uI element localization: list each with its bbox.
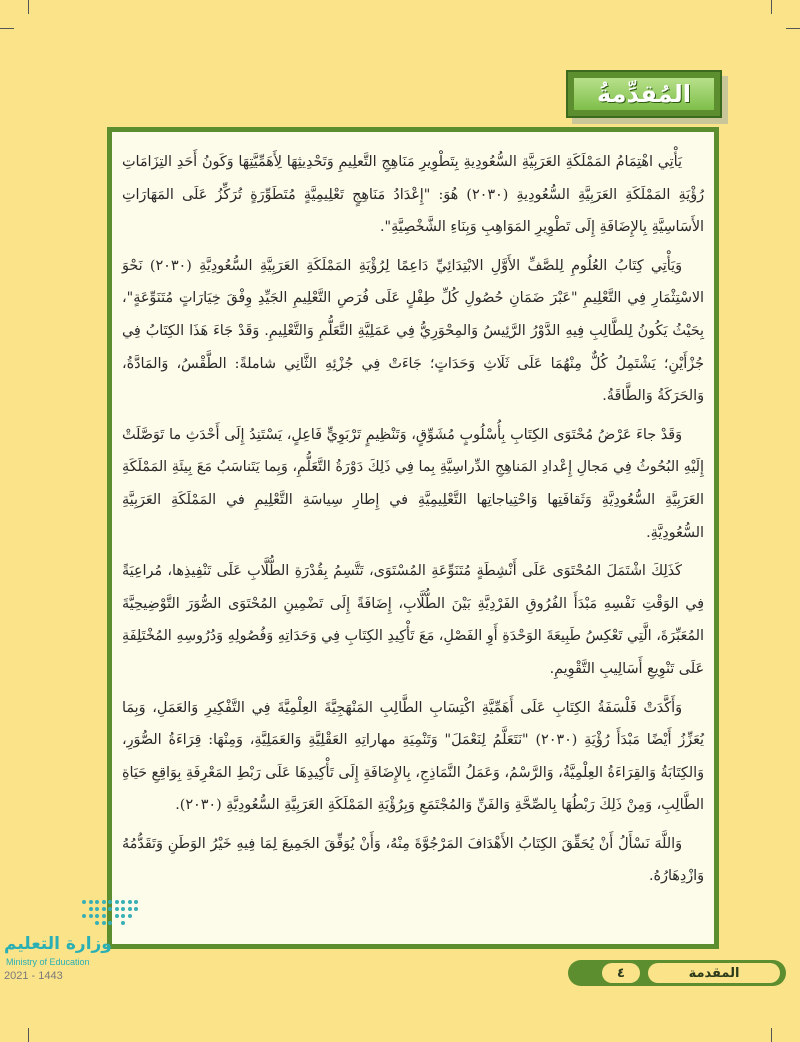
page-title-box xyxy=(566,70,722,118)
edition-year: 2021 - 1443 xyxy=(4,970,63,982)
logo-dot xyxy=(95,914,99,918)
crop-mark xyxy=(28,0,29,14)
logo-dot xyxy=(121,921,125,925)
ministry-name-arabic: وزارة التعليم xyxy=(4,934,112,954)
paragraph: وَقَدْ جاءَ عَرْضُ مُحْتَوَى الكِتَابِ بِأُسْلُوبٍ مُشَوِّقٍ، وَتَنْظِيمٍ تَرْبَوِيٍّ فَاعِلٍ، يَسْتَنِدُ إِلَى أَحْدَثِ ما تَوَصَّلَتْ إِلَيْهِ البُحُوثُ فِي مَجالِ إِعْدادِ المَناهِجِ الدِّراسِيَّةِ بِما فِي ذَلِكَ دَوْرَةُ التَّعَلُّمِ، وَبِما يَتَناسَبُ مَعَ بِيئَةِ المَمْلَكَةِ العَرَبِيَّةِ السُّعُودِيَّةِ وَثَقافَتِها وَاحْتِياجاتِها التَّعْلِيمِيَّةِ في إِطارِ سِياسَةِ التَّعْلِيمِ في المَمْلَكَةِ العَرَبِيَّةِ السُّعُودِيَّةِ. xyxy=(122,426,704,541)
logo-dot xyxy=(115,907,119,911)
logo-dots-icon xyxy=(82,900,142,932)
paragraph: كَذَلِكَ اشْتَمَلَ المُحْتَوَى عَلَى أَنْشِطَةٍ مُتَنَوِّعَةِ المُسْتَوَى، تَتَّسِمُ بِقُدْرَةِ الطُّلَّابِ عَلَى تَنْفِيذِها، مُراعِيَةً فِي الوَقْتِ نَفْسِهِ مَبْدَأَ الفُرُوقِ الفَرْدِيَّةِ بَيْنَ الطُّلَّابِ، إِضَافَةً إِلَى تَضْمِينِ المُحْتَوَى الصُّوَرَ التَّوْضِيحِيَّةَ المُعَبِّرَةَ، الَّتِي تَعْكِسُ طَبِيعَةَ الوَحْدَةِ أَوِ الفَصْلِ، مَعَ تَأْكِيدِ الكِتَابِ فِي وَحَدَاتِهِ وَفُصُولِهِ وَدُرُوسِهِ المُخْتَلِفَةِ عَلَى تَنْوِيعِ أَسَالِيبِ التَّقْوِيمِ. xyxy=(122,563,704,677)
logo-dot xyxy=(82,914,86,918)
paragraph: وَاللَّهَ نَسْأَلُ أَنْ يُحَقِّقَ الكِتَابُ الأَهْدَافَ المَرْجُوَّةَ مِنْهُ، وَأَنْ يُوَفِّقَ الجَمِيعَ لِمَا فِيهِ خَيْرُ الوَطَنِ وَتَقَدُّمُهُ وَازْدِهَارُهُ. xyxy=(122,835,704,885)
logo-dot xyxy=(121,907,125,911)
logo-dot xyxy=(102,907,106,911)
content-frame xyxy=(107,127,719,949)
introduction-body xyxy=(112,132,714,944)
logo-dot xyxy=(102,900,106,904)
logo-dot xyxy=(82,900,86,904)
logo-dot xyxy=(95,921,99,925)
footer-section-label: المقدمة xyxy=(648,963,780,983)
logo-dot xyxy=(89,914,93,918)
logo-dot xyxy=(95,900,99,904)
logo-dot xyxy=(134,907,138,911)
paragraph: وَأَكَّدَتْ فَلْسَفَةُ الكِتَابِ عَلَى أَهَمِّيَّةِ اكْتِسَابِ الطَّالِبِ المَنْهَجِيَّةَ العِلْمِيَّةَ فِي التَّفْكِيرِ وَالعَمَلِ، وَبِمَا يُعَزِّزُ أَيْضًا مَبْدَأَ رُؤْيَةِ (٢٠٣٠) "نَتَعَلَّمُ لِنَعْمَلَ" وَتَنْمِيَةِ مهاراتِهِ العَقْلِيَّةِ وَالعَمَلِيَّةِ، وَمِنْهَا: قِرَاءَةُ الصُّوَرِ، وَالكِتَابَةُ وَالقِرَاءَةُ العِلْمِيَّةُ، وَالرَّسْمُ، وَعَمَلُ النَّمَاذِجِ، بِالإِضَافَةِ إِلَى تَأْكِيدِهَا عَلَى رَبْطِ المَعْرِفَةِ بِوَاقِعِ حَيَاةِ الطَّالِبِ، وَمِنْ ذَلِكَ رَبْطُهَا بِالصِّحَّةِ وَالفَنِّ وَالمُجْتَمَعِ وَبِرُؤْيَةِ المَمْلَكَةِ العَرَبِيَّةِ السُّعُودِيَّةِ (٢٠٣٠). xyxy=(122,699,704,814)
ministry-name-english: Ministry of Education xyxy=(6,957,90,967)
crop-mark xyxy=(771,1028,772,1042)
logo-dot xyxy=(134,900,138,904)
paragraph: يَأْتِي اهْتِمَامُ المَمْلَكَةِ العَرَبِيَّةِ السُّعُودِيةِ بِتَطْوِيرِ مَنَاهِجِ التَّعلِيمِ وَتَحْدِيثِهَا لِأَهَمِّيَّتِهَا وَكَونُ أَحَدِ التِزَامَاتِ رُؤْيَةِ المَمْلَكَةِ العَرَبِيَّةِ السُّعُودِيةِ (٢٠٣٠) هُوَ: "إِعْدَادُ مَنَاهِجٍ تَعْلِيمِيَّةٍ مُتَطَوِّرَةٍ تُرَكِّزُ عَلَى المَهَارَاتِ الأَسَاسِيَّةِ بِالإِضَافَةِ إِلَى تَطْوِيرِ المَوَاهِبِ وَبِنَاءِ الشَّخْصِيَّةِ". xyxy=(122,154,704,236)
paragraph: وَيَأْتِي كِتَابُ العُلُومِ لِلصَّفِّ الأَوَّلِ الابْتِدَائِيِّ دَاعِمًا لِرُؤْيَةِ المَمْلَكَةِ العَرَبِيَّةِ السُّعُودِيَّةِ (٢٠٣٠) نَحْوَ الاسْتِثْمَارِ فِي التَّعْلِيمِ "عَبْرَ ضَمَانِ حُصُولِ كُلِّ طِفْلٍ عَلَى فُرَصِ التَّعْلِيمِ الجَيِّدِ وِفْقَ خِيَارَاتٍ مُتَنَوِّعَةٍ"، بِحَيْثُ يَكُونُ لِلطَّالِبِ فِيهِ الدَّوْرُ الرَّئِيسُ وَالمِحْوَرِيُّ فِي عَمَلِيَّةِ التَّعَلُّمِ وَالتَّعْلِيمِ. وَقَدْ جَاءَ هَذَا الكِتَابُ فِي جُزْأَيْنِ؛ يَشْتَمِلُ كُلٌّ مِنْهُمَا عَلَى ثَلَاثِ وَحَدَاتٍ؛ جَاءَتْ فِي جُزْئِهِ الثَّانِي شاملةً: الطَّقْسُ، وَالمَادَّةُ، وَالحَرَكَةُ وَالطَّاقَةُ. xyxy=(122,257,704,405)
logo-dot xyxy=(108,907,112,911)
crop-mark xyxy=(771,0,772,14)
logo-dot xyxy=(95,907,99,911)
page-title-inner xyxy=(574,78,714,110)
crop-mark xyxy=(0,28,14,29)
logo-dot xyxy=(128,907,132,911)
logo-dot xyxy=(121,900,125,904)
logo-dot xyxy=(128,914,132,918)
logo-dot xyxy=(108,900,112,904)
page-number: ٤ xyxy=(602,963,640,983)
logo-dot xyxy=(115,900,119,904)
page-title: المُقدِّمةُ xyxy=(597,80,691,108)
page-footer xyxy=(568,960,786,986)
logo-dot xyxy=(89,907,93,911)
logo-dot xyxy=(89,900,93,904)
crop-mark xyxy=(28,1028,29,1042)
logo-dot xyxy=(102,914,106,918)
logo-dot xyxy=(115,914,119,918)
logo-dot xyxy=(128,900,132,904)
logo-dot xyxy=(102,921,106,925)
crop-mark xyxy=(786,28,800,29)
logo-dot xyxy=(108,921,112,925)
logo-dot xyxy=(121,914,125,918)
